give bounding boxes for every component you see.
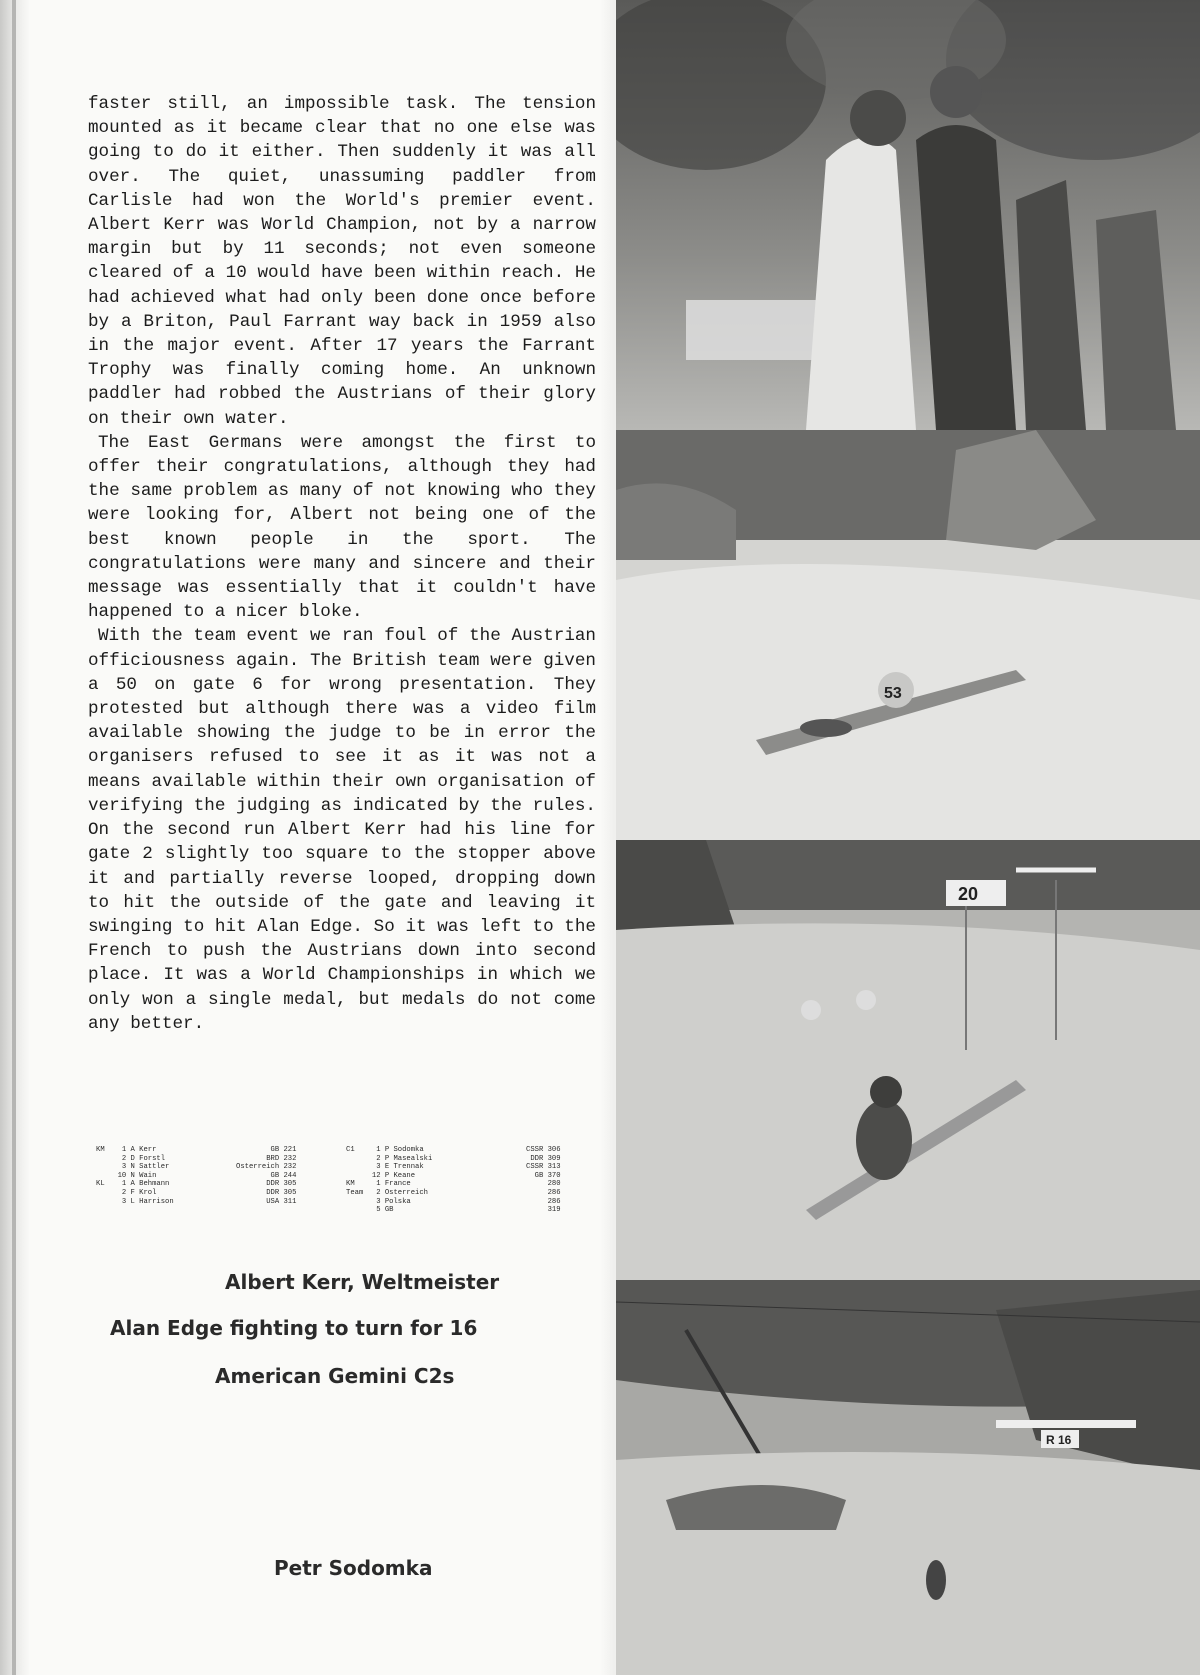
photo-canoe-gate-20	[616, 840, 1200, 1280]
results-col-names-1: KM 1 A Kerr 2 D Forstl 3 N Sattler 10 N Wain KL 1 A Behmann 2 F Krol 3 L Harrison	[96, 1146, 174, 1206]
paragraph-3: With the team event we ran foul of the Austrian officiousness again. The British team were given a 50 on gate 6 for wrong presentation. They protested but although there was a video film available showing the judge to be in error the organisers refused to see it as it was not a means available within their own organisation of verifying the judging as indicated by the rules. On the second run Albert Kerr had his line for gate 2 slightly too square to the stopper above it and partially reverse looped, dropping down to hit the outside of the gate and leaving it swinging to hit Alan Edge. So it was left to the French to push the Austrians down into second place. It was a World Championships in which we only won a single medal, but medals do not come any better.	[88, 626, 596, 1034]
photo4-gate-number: R 16	[1046, 1433, 1072, 1447]
results-col-scores-1: GB 221 BRD 232 Osterreich 232 GB 244 DDR 305 DDR 305 USA 311	[236, 1146, 297, 1206]
photo-kayak-53	[616, 430, 1200, 840]
caption-petr-sodomka: Petr Sodomka	[274, 1556, 433, 1580]
paragraph-1: faster still, an impossible task. The tension mounted as it became clear that no one else was going to do it either. Then suddenly it was all over. The quiet, unassuming paddler from Carlisle had won the World's premier event. Albert Kerr was World Champion, not by a narrow margin but by 11 seconds; not even someone cleared of a 10 would have been within reach. He had achieved what had only been done once before by a Briton, Paul Farrant way back in 1959 also in the major event. After 17 years the Farrant Trophy was finally coming home. An unknown paddler had robbed the Austrians of their glory on their own water.	[88, 94, 596, 429]
photo3-gate-number: 20	[958, 884, 979, 904]
photo-strip	[616, 0, 1200, 1675]
caption-american-gemini: American Gemini C2s	[215, 1364, 455, 1388]
caption-albert-kerr: Albert Kerr, Weltmeister	[225, 1270, 500, 1294]
binding-gutter	[12, 0, 16, 1675]
article-body	[88, 92, 596, 1036]
results-col-names-2: C1 1 P Sodomka 2 P Masealski 3 E Trennak 12 P Keane KM 1 France Team 2 Osterreich 3 Polska 5 GB	[346, 1146, 433, 1215]
results-table	[96, 1146, 596, 1234]
photo-gate-r16	[616, 1280, 1200, 1675]
caption-alan-edge: Alan Edge fighting to turn for 16	[110, 1316, 478, 1340]
photo-award-ceremony	[616, 0, 1200, 430]
paragraph-2: The East Germans were amongst the first to offer their congratulations, although they had the same problem as many of not knowing who they were looking for, Albert not being one of the best known people in the sport. The congratulations were many and sincere and their message was essentially that it couldn't have happened to a nicer bloke.	[88, 432, 596, 623]
photo2-bib-number: 53	[884, 685, 902, 702]
results-col-scores-2: CSSR 306 DDR 309 CSSR 313 GB 370 280 286 286 319	[526, 1146, 561, 1215]
